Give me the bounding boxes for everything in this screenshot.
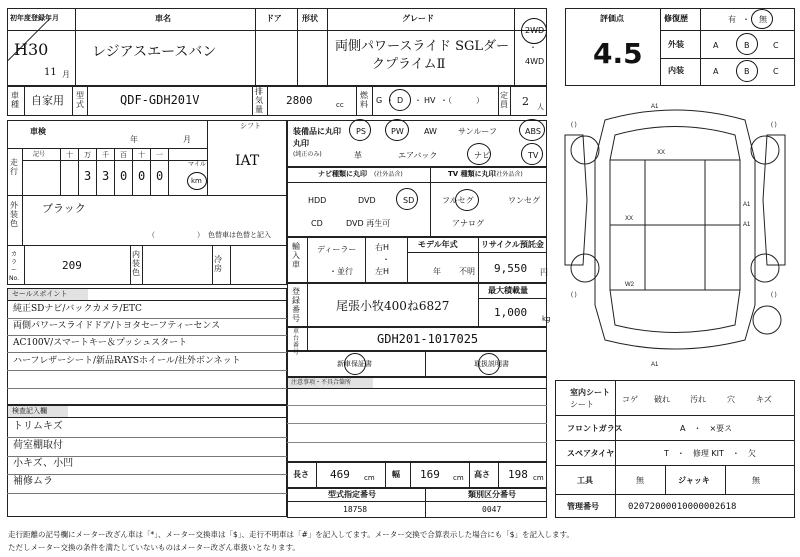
fuel-label: 燃料 — [360, 91, 368, 109]
equip-airbag: エアバック — [398, 151, 438, 160]
grade-line1: 両側パワースライド SGLダー — [335, 39, 510, 54]
tools-label: 工具 — [577, 476, 593, 485]
equip-ps: PS — [356, 127, 366, 136]
damage-mark: A1 — [743, 202, 751, 208]
grade-label: グレード — [402, 14, 434, 23]
interior-label: 内装 — [668, 66, 684, 75]
color-no: 209 — [62, 259, 82, 272]
recycle-value: 9,550 — [494, 262, 528, 275]
import-label: 輸入車 — [292, 242, 300, 269]
height-label: 高さ — [474, 470, 490, 479]
repair-label: 修復歴 — [664, 14, 688, 23]
door-label: ドア — [266, 14, 282, 23]
inspector-note: トリムキズ — [13, 421, 63, 432]
cc: 2800 — [286, 94, 313, 107]
first-reg-month: 11 — [44, 67, 57, 78]
equip-pw: PW — [391, 127, 404, 136]
exterior-grade: B — [744, 41, 750, 50]
mileage-digit: 0 — [156, 169, 164, 183]
fuel-d-circle — [389, 89, 411, 111]
mileage-label: 走行 — [10, 158, 18, 176]
sales-point-line: AC100V/スマートキー＆プッシュスタート — [13, 338, 188, 348]
score-value: 4.5 — [593, 37, 643, 70]
registration-value: 尾張小牧400ね6827 — [336, 299, 450, 313]
inspection-label: 車検 — [30, 127, 46, 136]
nav-title: ナビ種類に丸印 — [318, 170, 367, 178]
windshield-label: フロントガラス — [567, 424, 623, 433]
recycle-label: リサイクル預託金 — [481, 240, 544, 249]
wheel-mark: ( ) — [571, 292, 577, 298]
equip-sunroof: サンルーフ — [458, 127, 497, 136]
owner-manual: 取扱説明書 — [474, 360, 509, 368]
wheel-mark: ( ) — [571, 122, 577, 128]
class-no-label: 類別区分番号 — [468, 490, 516, 499]
cc-label: 排気量 — [255, 87, 263, 114]
usage: 自家用 — [31, 94, 64, 107]
color-note: 色替車は色替と記入 — [208, 231, 271, 239]
jack-value: 無 — [752, 476, 760, 485]
management-label: 管理番号 — [567, 502, 599, 511]
model-label: 型式 — [76, 91, 84, 109]
mileage-digit: 3 — [84, 169, 92, 183]
shift-label: シフト — [240, 122, 261, 130]
equip-abs: ABS — [525, 127, 541, 136]
load-value: 1,000 — [494, 306, 528, 319]
width-value: 169 — [420, 468, 440, 481]
capacity-label: 定員 — [500, 91, 508, 109]
nav-dvd-play: DVD 再生可 — [346, 219, 391, 228]
first-reg-year: H30 — [14, 40, 49, 59]
color-value: ブラック — [42, 202, 86, 215]
wheel-mark: ( ) — [771, 122, 777, 128]
score-label: 評価点 — [600, 14, 624, 23]
seat-tear: 破れ — [654, 395, 670, 404]
nav-dvd: DVD — [358, 196, 376, 205]
sales-point-line: 純正SDナビ/バックカメラ/ETC — [13, 304, 142, 314]
damage-mark: XX — [657, 150, 666, 156]
repair-no-circle — [751, 9, 773, 29]
tv-title: TV 種類に丸印 — [448, 170, 496, 178]
notes-label: 注意事項・不具合箇所 — [291, 379, 352, 386]
interior-color-label: 内装色 — [132, 250, 140, 277]
class-label: 車種 — [11, 91, 19, 109]
management-value: 02072000010000002618 — [628, 502, 737, 512]
equip-leather: 革 — [354, 151, 362, 160]
mileage-digit: 3 — [102, 169, 110, 183]
seat-label: 室内シート — [570, 388, 610, 397]
length-value: 469 — [330, 468, 350, 481]
type-no-label: 型式指定番号 — [328, 490, 376, 499]
nav-sd: SD — [403, 196, 415, 205]
class-no-value: 0047 — [482, 505, 502, 514]
first-reg-label: 初年度登録年月 — [10, 14, 59, 22]
height-value: 198 — [508, 468, 528, 481]
grade-line2: クプライムⅡ — [372, 57, 446, 72]
notes-box — [287, 377, 547, 462]
interior-grade: B — [744, 67, 750, 76]
damage-mark: A1 — [743, 222, 751, 228]
jack-label: ジャッキ — [678, 476, 710, 485]
tv-oneseg: ワンセグ — [508, 196, 540, 205]
interior-grade-circle — [736, 60, 758, 82]
inspector-note: 小キズ、小凹 — [13, 458, 74, 469]
inspector-note: 補修ムラ — [13, 476, 53, 487]
damage-mark: A1 — [651, 104, 659, 110]
color-label: 外装色 — [10, 201, 18, 228]
mileage-digit: 0 — [120, 169, 128, 183]
length-label: 長さ — [293, 470, 309, 479]
footer-line1: 走行距離の記号欄にメーター改ざん車は「*」、メーター交換車は「$」、走行不明車は「#」を記入してます。メーター交換で合算表示した場合にも「$」を記入します。 — [8, 530, 574, 539]
seat-burn: コゲ — [622, 395, 638, 404]
chassis-value: GDH201-1017025 — [377, 332, 479, 346]
car-name-label: 車名 — [155, 14, 171, 23]
inspector-note: 荷室棚取付 — [13, 440, 63, 451]
equip-navi: ナビ — [474, 151, 490, 160]
drive-4wd: 4WD — [525, 57, 545, 66]
tv-analog: アナログ — [452, 219, 484, 228]
fuel-d: D — [397, 96, 404, 105]
equipment-title: 装備品に丸印 — [293, 127, 341, 136]
seat-scratch: キズ — [756, 395, 772, 404]
capacity: 2 — [522, 95, 529, 108]
auction-sheet: 初年度登録年月 H30 11 月 車名 レジアスエースバン ドア 形状 グレード 両側パワースライド SGLダー クプライムⅡ 2WD ・ 4WD 評価点 4.5 修復歴 有 ・ 無 外装 A B C 内装 A B C 車種 自家用 型式 QDF-GDH201V 排気量 2800 cc 燃料 G ・ D ・ HV ・（ ） 定員 2 人 車検 年 月 シフト IAT 走行 記号 十 万 千 百 十 一 3 3 0 0 0 マイル km 外装色 ブラック （ ） 色替車は色替と記入 カラーNo. 209 内装色 冷房 装備品に丸印 (純正のみ) 丸印 PS PW AW サンルーフ ABS 革 エアバック ナビ TV ナビ種類に丸印 (社外品含) TV 種類に丸印 (社外品含) HDD DVD SD CD DVD 再生可 フルセグ ワンセグ アナログ 輸入車 ディーラー ・並行 右H ・ 左H モデル年式 年 不明 リサイクル預託金 9,550 円 登録番号 尾張小牧400ね6827 最大積載量 1,000 kg 車台番号 GDH201-1017025 新車保証書 取扱説明書 セールスポイント 純正SDナビ/バックカメラ/ETC 両側パワースライドドア/トヨタセーフティーセンス AC100V/スマートキー＆プッシュスタート ハーフレザーシート/新品RAYSホイール/社外ボンネット 注意事項・不具合箇所 検査記入欄 トリムキズ 荷室棚取付 小キズ、小凹 補修ムラ 長さ 469 cm 幅 169 cm 高さ 198 cm 型式指定番号 18758 類別区分番号 0047 室内シート シート コゲ 破れ 汚れ 穴 キズ フロントガラス A ・ ×要ス スペアタイヤ T ・ 修理 KIT ・ 欠 工具 無 ジャッキ 無 管理番号 02072000010000002618 A1 XX XX A1 A1 W2 A1 ( ) ( ) ( ) ( ) 走行距離の記号欄にメーター改ざん車は「*」、メーター交換車は「$」、走行不明車は「#」を記入してます。メーター交換で合算表示した場合にも「$」を記入します。 ただしメーター交換の条件を満たしていないものはメーター改ざん車扱いとなります。 — [0, 0, 800, 557]
shape-label: 形状 — [302, 14, 318, 23]
repair-no: 無 — [759, 15, 767, 24]
drive-2wd: 2WD — [525, 26, 545, 35]
spare-tire-value: T ・ 修理 KIT ・ 欠 — [664, 449, 756, 458]
seat-hole: 穴 — [727, 395, 735, 404]
footer-line2: ただしメーター交換の条件を満たしていないものはメーター改ざん車扱いとなります。 — [8, 543, 300, 552]
equip-aw: AW — [424, 127, 437, 136]
car-name: レジアスエースバン — [92, 44, 217, 60]
exterior-grade-circle — [736, 33, 758, 55]
load-label: 最大積載量 — [488, 286, 528, 295]
mileage-digit: 0 — [138, 169, 146, 183]
nav-hdd: HDD — [308, 196, 327, 205]
chassis-label: 車台番号 — [292, 328, 299, 356]
exterior-label: 外装 — [668, 40, 684, 49]
car-diagram — [555, 90, 795, 375]
windshield-value: A ・ ×要ス — [680, 424, 733, 433]
nav-cd: CD — [311, 219, 323, 228]
type-no-value: 18758 — [343, 505, 368, 514]
damage-mark: A1 — [651, 362, 659, 368]
registration-label: 登録番号 — [292, 287, 300, 323]
width-label: 幅 — [392, 470, 400, 479]
km-circle — [187, 172, 207, 190]
spare-tire-label: スペアタイヤ — [567, 449, 615, 458]
sales-point-line: ハーフレザーシート/新品RAYSホイール/社外ボンネット — [13, 356, 241, 366]
tools-value: 無 — [636, 476, 644, 485]
damage-mark: W2 — [625, 282, 634, 288]
ac-label: 冷房 — [214, 255, 222, 273]
shift-value: IAT — [235, 153, 260, 169]
wheel-mark: ( ) — [771, 292, 777, 298]
inspector-label: 検査記入欄 — [12, 407, 47, 415]
mileage-km: km — [191, 177, 202, 185]
model: QDF-GDH201V — [120, 93, 200, 107]
color-no-label: カラーNo. — [9, 251, 19, 282]
sales-points-label: セールスポイント — [12, 290, 68, 298]
damage-mark: XX — [625, 216, 634, 222]
seat-stain: 汚れ — [690, 395, 706, 404]
new-car-warranty: 新車保証書 — [337, 360, 372, 368]
tv-fullseg: フルセグ — [442, 196, 474, 205]
equip-tv: TV — [528, 151, 539, 160]
sales-point-line: 両側パワースライドドア/トヨタセーフティーセンス — [13, 321, 221, 331]
model-year-label: モデル年式 — [418, 240, 458, 249]
